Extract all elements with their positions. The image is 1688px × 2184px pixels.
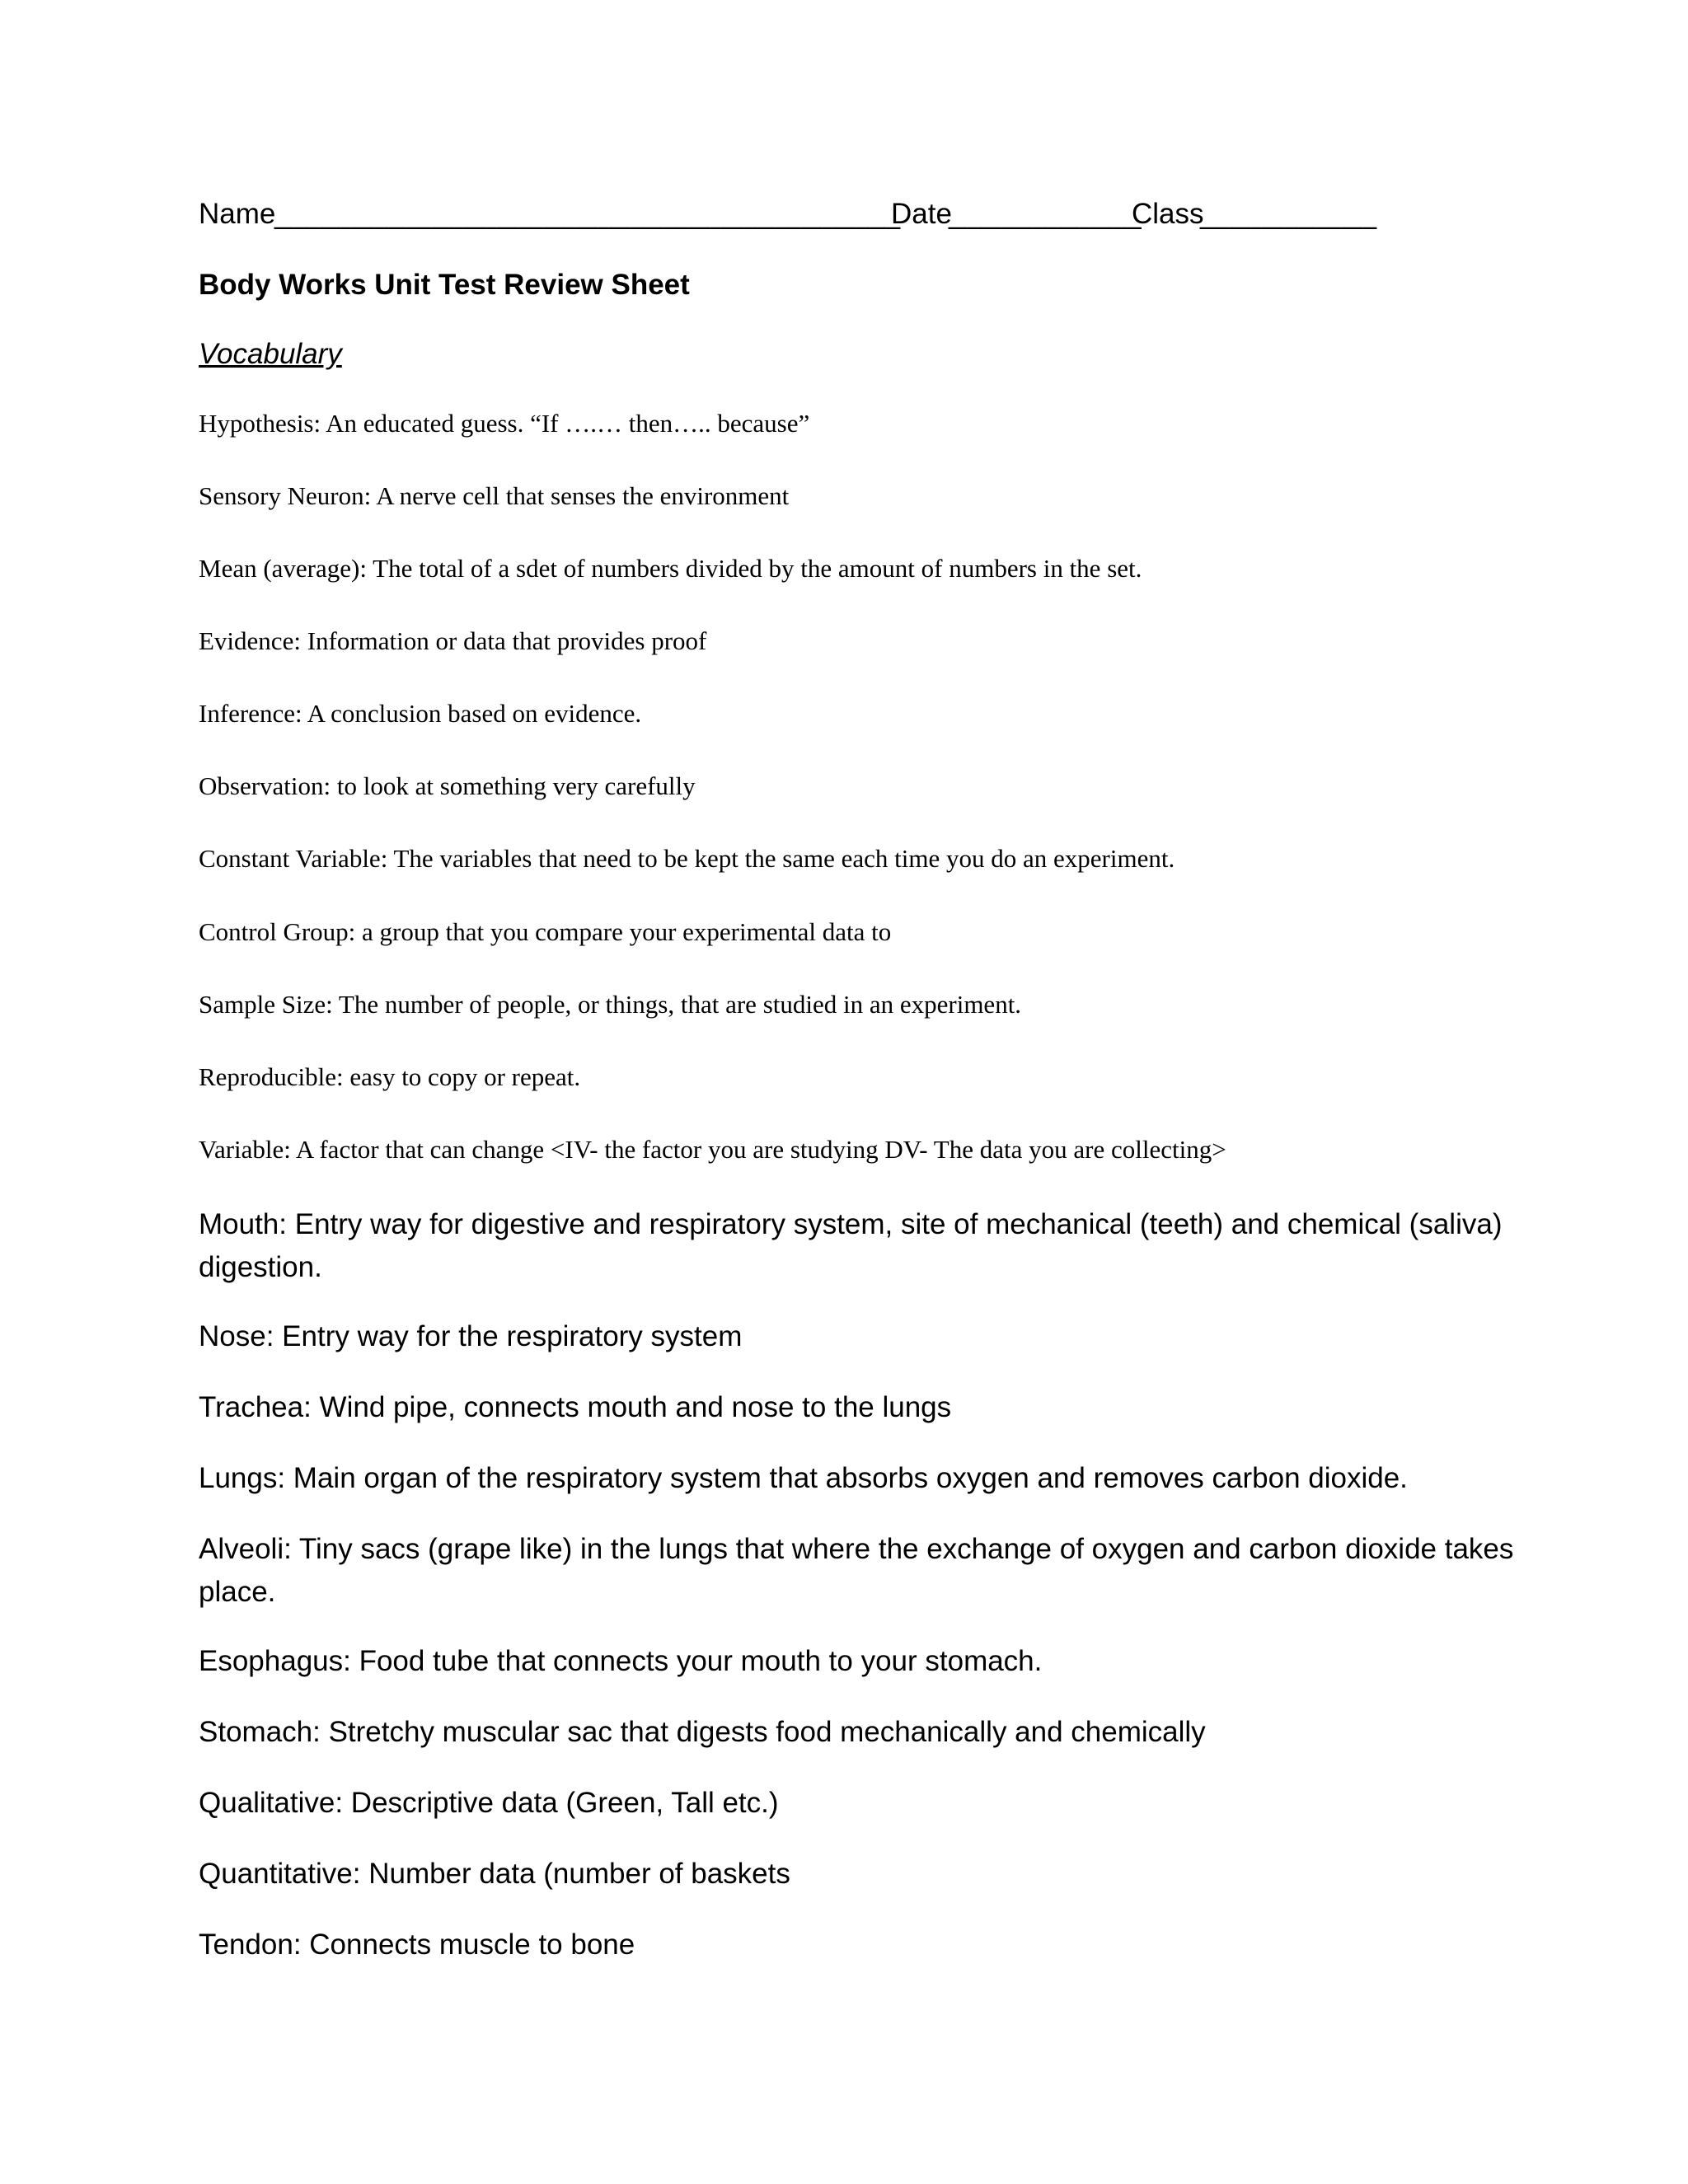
vocab-item-stomach: Stomach: Stretchy muscular sac that digests food mechanically and chemically — [199, 1716, 1206, 1748]
vocab-item-variable: Variable: A factor that can change <IV- the factor you are studying DV- The data you are collecting> — [199, 1135, 1226, 1164]
vocab-item-mouth: Mouth: Entry way for digestive and respiratory system, site of mechanical (teeth) and chemical (saliva) digestion. — [199, 1208, 1503, 1283]
vocab-item-trachea: Trachea: Wind pipe, connects mouth and nose to the lungs — [199, 1391, 952, 1423]
vocab-item-esophagus: Esophagus: Food tube that connects your mouth to your stomach. — [199, 1645, 1043, 1677]
vocab-item-inference: Inference: A conclusion based on evidence. — [199, 699, 642, 728]
vocab-item-mean: Mean (average): The total of a sdet of numbers divided by the amount of numbers in the set. — [199, 554, 1142, 583]
vocab-item-evidence: Evidence: Information or data that provides proof — [199, 626, 707, 655]
vocab-item-quantitative: Quantitative: Number data (number of baskets — [199, 1858, 790, 1890]
date-blank[interactable]: ____________ — [949, 198, 1142, 230]
vocab-item-constant-variable: Constant Variable: The variables that need to be kept the same each time you do an experiment. — [199, 844, 1175, 873]
class-blank[interactable]: ___________ — [1200, 198, 1377, 230]
class-label: Class — [1132, 198, 1204, 230]
vocab-item-sensory-neuron: Sensory Neuron: A nerve cell that senses the environment — [199, 481, 790, 510]
vocab-item-hypothesis: Hypothesis: An educated guess. “If ….… then….. because” — [199, 409, 810, 438]
vocab-item-alveoli: Alveoli: Tiny sacs (grape like) in the lungs that where the exchange of oxygen and carbon dioxide takes place. — [199, 1533, 1514, 1608]
header-row — [199, 198, 1377, 234]
vocab-item-qualitative: Qualitative: Descriptive data (Green, Tall etc.) — [199, 1787, 779, 1819]
section-heading: Vocabulary — [199, 338, 342, 370]
vocab-item-observation: Observation: to look at something very carefully — [199, 771, 696, 800]
vocab-item-reproducible: Reproducible: easy to copy or repeat. — [199, 1062, 581, 1091]
name-blank[interactable]: _______________________________________ — [274, 198, 901, 230]
vocab-item-nose: Nose: Entry way for the respiratory system — [199, 1320, 743, 1352]
date-label: Date — [891, 198, 952, 230]
vocab-item-tendon: Tendon: Connects muscle to bone — [199, 1929, 635, 1961]
page-title: Body Works Unit Test Review Sheet — [199, 269, 690, 301]
vocab-item-sample-size: Sample Size: The number of people, or things, that are studied in an experiment. — [199, 990, 1022, 1019]
vocab-item-control-group: Control Group: a group that you compare your experimental data to — [199, 917, 892, 946]
name-label: Name — [199, 198, 276, 230]
vocab-item-lungs: Lungs: Main organ of the respiratory system that absorbs oxygen and removes carbon dioxide. — [199, 1462, 1408, 1494]
